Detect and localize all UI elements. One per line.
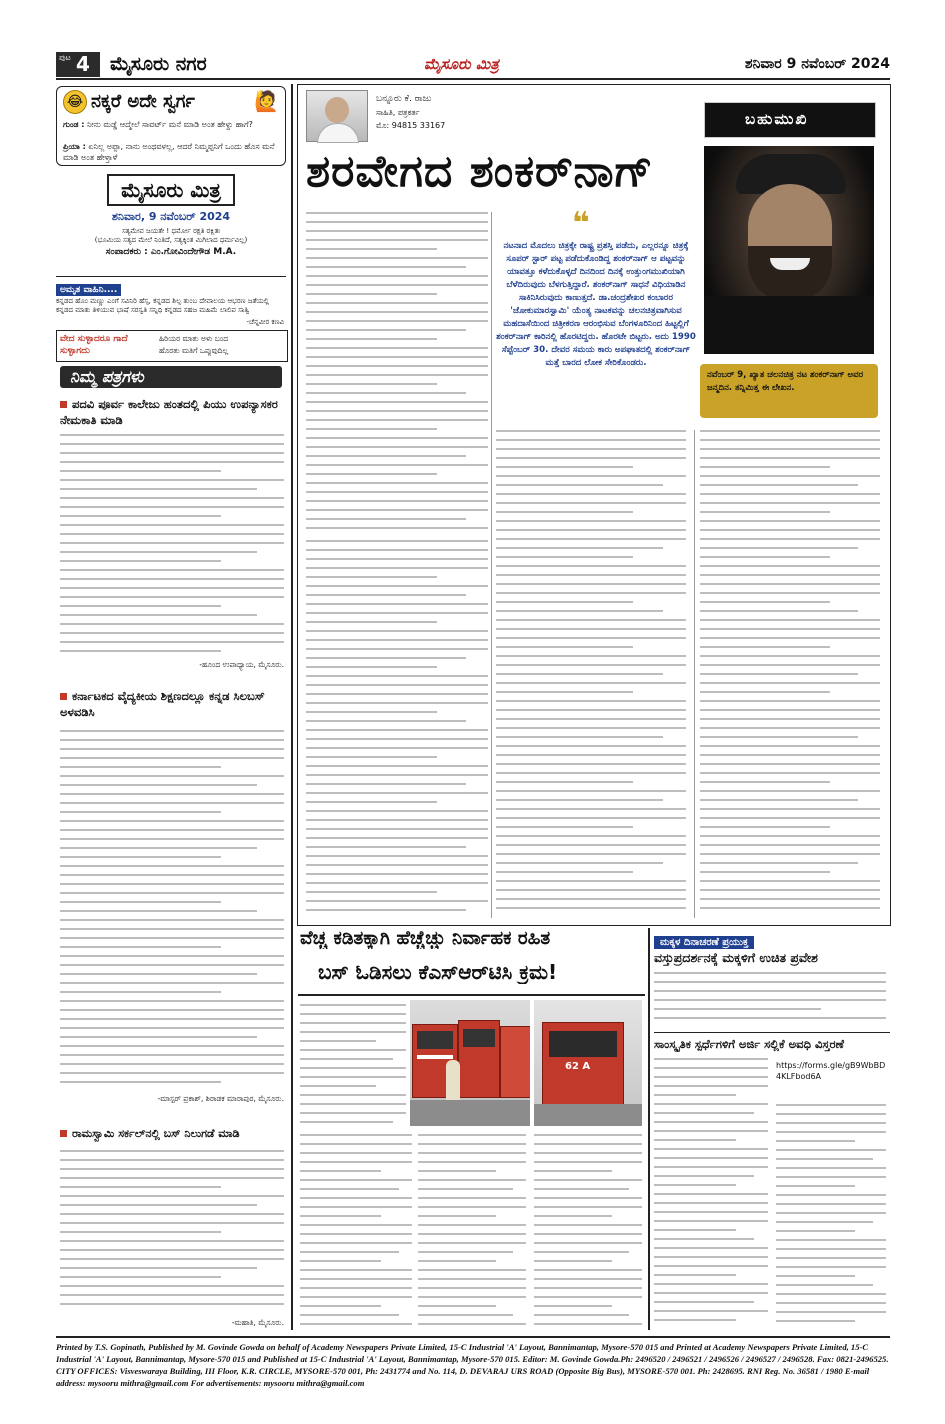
person-shape xyxy=(446,1060,460,1104)
feature-body-col-2 xyxy=(496,430,686,918)
letter-3-title: ರಾಮಸ್ವಾಮಿ ಸರ್ಕಲ್‌ನಲ್ಲಿ ಬಸ್ ನಿಲುಗಡೆ ಮಾಡಿ xyxy=(60,1126,284,1141)
bus-shape-4 xyxy=(542,1022,624,1106)
section-title: ಮೈಸೂರು ನಗರ xyxy=(110,53,207,75)
feature-body-col-1 xyxy=(306,212,488,532)
feature-body-col-1-cont xyxy=(306,540,488,918)
bus-shape-3 xyxy=(500,1026,530,1098)
author-name: ಬನ್ನೂರು ಕೆ. ರಾಜು xyxy=(376,94,432,104)
mitra-masthead-box xyxy=(56,172,286,272)
letter-3-signature: -ಮಹಾತಿ, ಮೈಸೂರು. xyxy=(231,1318,284,1327)
proverb-right-1: ಹಿರಿಯರ ಮಾತು ಅಳು ಬಂದ xyxy=(159,334,229,343)
imprint-footer: Printed by T.S. Gopinath, Published by M. Govinde Gowda on behalf of Academy Newspapers Private Limited, 15-C Industrial 'A' Layout, Bannimantap, Mysore-570 015 and Printed at Academy Newspapers Private Limited, 15-C Industrial 'A' Layout, Bannimantap, Mysore-570 015 and Published at 15-C Industrial 'A' Layout, Bannimantap, Mysore-570 015. Editor: M. Govinde Gowda.Ph: 2496520 / 2496521 / 2496526 / 2496527 / 2496528. Fax: 0821-2496525. CITY OFFICES: Visveswaraya Building, III Floor, K.R. CIRCLE, MYSORE-570 001, Ph: 2431774 and No. 114, D. DEVARAJ URS ROAD (Opposite Big Bus), MYSORE-570 001. Ph: 2428695. RNI Reg. No. 36581 / 1980 E-mail address: mysooru mithra@gmail.com For advertisements: mysooru mithra@gmail.com xyxy=(56,1336,890,1400)
cartoon-figure-icon: 🙋 xyxy=(254,89,279,113)
feature-col-divider-2 xyxy=(694,430,695,918)
pull-quote: ನಟನಾದ ಮೊದಲು ಚಿತ್ರಕ್ಕೇ ರಾಷ್ಟ್ರ ಪ್ರಶಸ್ತಿ ಪಡೆದು, ಎಲ್ಲರನ್ನೂ ಚಿತ್ರಕ್ಕೆ ಸೂಪರ್ ಸ್ಟಾರ್ ಪಟ್ಟ ಪಡೆದುಕೊಂಡಿದ್ದ ಶಂಕರ್‌ನಾಗ್ ಆ ಪಟ್ಟವನ್ನು ಯಾವತ್ತೂ ಕಳೆದುಕೊಳ್ಳದೆ ದಿನದಿಂದ ದಿನಕ್ಕೆ ಉತ್ತುಂಗಮುಖಿಯಾಗಿ ಬೆಳೆದಿರುವುದು ಬೆಳಗುತ್ತಿದ್ದಾರೆ. ಶಂಕರ್‌ನಾಗ್ ಸಾಧನೆ ವಿಧಿಯಾಡಿನ ಸಾಕಿನಿಸಿರುವುದು ಕಾಣುತ್ತದೆ. ಡಾ.ಚಂದ್ರಶೇಖರ ಕಂಬಾರರ 'ಜೋಕುಮಾರಸ್ವಾಮಿ' ಯೆಂತ್ಯ ನಾಟಕವನ್ನು ಚಲನಚಿತ್ರವಾಗಿಸುವ ಮಹದಾಸೆಯಿಂದ ಚಿತ್ರೀಕರಣ ಆರಂಭಿಸುವ ಬೆಂಗಳೂರಿನಿಂದ ಹಿಟ್ಟಲ್ಲಿಗೆ ಶಂಕರ್‌ನಾಗ್ ಕಾರಿನಲ್ಲಿ ಹೊರಟಿದ್ದರು. ಹೊರಟೇ ಬಿಟ್ಟರು. ಅದು 1990 ಸೆಪ್ಟೆಂಬರ್ 30. ದೇವರ ಸಮಯ ಕಾರು ಅಪಘಾತದಲ್ಲಿ ಶಂಕರ್‌ನಾಗ್ ಮತ್ತೆ ಬಾರದ ಲೋಕ ಸೇರಿಕೊಂಡರು. xyxy=(496,241,696,368)
amrutha-author: -ಚೆನ್ನವೀರ ಕಣವಿ xyxy=(246,318,284,326)
author-phone: ಮೊ: 94815 33167 xyxy=(376,121,446,130)
proverb-right-2: ಹೊರತು ಮತಿಗೆ ಒಪ್ಪುವುದಿಲ್ಲ xyxy=(159,346,229,355)
bullet-square-icon xyxy=(60,1130,67,1137)
mitra-editor: ಸಂಪಾದಕರು : ಎಂ.ಗೋವಿಂದೇಗೌಡ M.A. xyxy=(105,247,237,257)
bus-photo-2 xyxy=(534,1000,642,1126)
letter-1-body xyxy=(60,434,284,659)
mitra-motto-2: (ಭೂಮಿಯ ಸತ್ಯದ ಮೇಲೆ ನಿಂತಿದೆ, ಸತ್ಯಕ್ಕಿಂತ ಮಿಗಿಲಾದ ಧರ್ಮವಿಲ್ಲ) xyxy=(94,236,248,244)
children-body xyxy=(654,972,886,1028)
photo-caption: ನವೆಂಬರ್ 9, ಖ್ಯಾತ ಚಲನಚಿತ್ರ ನಟ ಶಂಕರ್‌ನಾಗ್ ಅವರ ಜನ್ಮದಿನ. ತನ್ನಿಮಿತ್ತ ಈ ಲೇಖನ. xyxy=(700,364,878,418)
children-kicker: ಮಕ್ಕಳ ದಿನಾಚರಣೆ ಪ್ರಯುಕ್ತ xyxy=(654,930,886,946)
smile-shape xyxy=(770,258,810,270)
bus-headline-1: ವೆಚ್ಚ ಕಡಿತಕ್ಕಾಗಿ ಹೆಚ್ಚೆಚ್ಚು ನಿರ್ವಾಹಕ ರಹಿತ xyxy=(300,928,551,949)
masthead-logo: ಮೈಸೂರು ಮಿತ್ರ xyxy=(424,55,499,73)
letter-1-title: ಪದವಿ ಪೂರ್ವ ಕಾಲೇಜು ಹಂತದಲ್ಲಿ ಪಿಯು ಉಪನ್ಯಾಸಕರ ನೇಮಕಾತಿ ಮಾಡಿ xyxy=(60,397,278,427)
humor-question: ಗುಂಡ : ನೀನು ಮಡ್ಡೆ ಆದ್ಮೇಲೆ ಸಾವರ್ಟ್ ಮನೆ ಮಾಡಿ ಅಂತ ಹೇಳ್ದು ಹಾಗೆ? xyxy=(63,120,253,129)
humor-box xyxy=(56,86,286,166)
bus-shape-2 xyxy=(458,1020,500,1098)
pull-quote-mark: ❝ xyxy=(572,206,590,241)
beard-shape xyxy=(748,246,832,302)
bullet-square-icon xyxy=(60,693,67,700)
bus-headline-rule xyxy=(298,994,645,996)
amrutha-box xyxy=(56,276,286,327)
bus-body-main xyxy=(300,1134,412,1334)
proverb-box xyxy=(56,330,288,362)
author-role: ಸಾಹಿತಿ, ಪತ್ರಕರ್ತ xyxy=(376,108,420,117)
letter-3-body xyxy=(60,1150,284,1316)
proverb-left: ವೇದ ಸುಳ್ಳಾದರೂ ಗಾದೆ ಸುಳ್ಳಾಗದು xyxy=(60,334,128,356)
mitra-logo: ಮೈಸೂರು ಮಿತ್ರ xyxy=(107,174,235,206)
children-headline: ವಸ್ತುಪ್ರದರ್ಶನಕ್ಕೆ ಮಕ್ಕಳಿಗೆ ಉಚಿತ ಪ್ರವೇಶ xyxy=(654,950,818,965)
letter-2-title: ಕರ್ನಾಟಕದ ವೈದ್ಯಕೀಯ ಶಿಕ್ಷಣದಲ್ಲೂ ಕನ್ನಡ ಸಿಲಬಸ್ ಅಳವಡಿಸಿ xyxy=(60,689,265,719)
letters-banner xyxy=(60,366,282,388)
page-header xyxy=(56,52,890,80)
page-number-badge xyxy=(56,52,100,77)
bahumukhi-label: ಬಹುಮುಖಿ xyxy=(704,102,876,138)
page-label: ಪುಟ xyxy=(59,53,71,62)
letter-2-signature: -ಮಾಸ್ಟರ್ ಪ್ರಕಾಶ್, ಶಿರಾಡಕ ಮಾರಾಪುರ, ಮೈಸೂರು. xyxy=(157,1094,284,1103)
letter-2-body xyxy=(60,730,284,1090)
amrutha-title: ಅಮೃತ ವಾಹಿನಿ.... xyxy=(56,284,121,296)
bus-route-number: 62 A xyxy=(565,1061,591,1072)
laughing-face-icon: 😂 xyxy=(63,90,87,114)
letter-1-signature: -ಹೂಂದ ಉಪಾಧ್ಯಾಯ, ಮೈಸೂರು. xyxy=(199,660,284,669)
column-divider xyxy=(291,84,293,1330)
bus-right-divider xyxy=(648,928,650,1330)
person-icon xyxy=(325,97,349,123)
bus-headline-2: ಬಸ್ ಓಡಿಸಲು ಕೆಎಸ್‌ಆರ್‌ಟಿಸಿ ಕ್ರಮ! xyxy=(318,960,558,984)
cultural-form-url[interactable]: https://forms.gle/gB9WbBD4KLFbod6A xyxy=(776,1061,886,1081)
feature-title: ಶರವೇಗದ ಶಂಕರ್‌ನಾಗ್ xyxy=(306,146,654,197)
bullet-square-icon xyxy=(60,401,67,408)
page-number: 4 xyxy=(76,52,90,76)
mitra-motto: ಸತ್ಯಮೇವ ಜಯತೇ ! ಧರ್ಮೋ ರಕ್ಷತಿ ರಕ್ಷಿತಃ xyxy=(121,227,221,235)
header-date: ಶನಿವಾರ 9 ನವೆಂಬರ್ 2024 xyxy=(744,56,890,72)
amrutha-text: ಕನ್ನಡದ ಹೊಂ ಮಣ್ಣು ಎಂಗೆ ಸವಿನಿರಿ ಹೆಸ್ಸ, ಕನ್ನಡದ ಶಿಲ್ಪ ತುಂಬ ದೇವಾಲಯ ಆಭರಣ ಜತೆಯಲ್ಲಿ ಕನ್ನಡದ ಮಾತು ತಿಳಿಯುವ ಭಾಷೆ ಸರಸ್ವತಿ ಸನ್ನಿಧಿ ಕನ್ನಡದ ಸಹಜ ಮಹಿಮೆ ಲಾಲಿಪ ಸಾತ್ವಿ xyxy=(56,297,269,314)
feature-body-col-3 xyxy=(700,430,880,918)
cultural-body-col-1 xyxy=(654,1058,768,1334)
shankar-nag-photo xyxy=(704,146,874,354)
bus-body-col-1 xyxy=(300,1004,406,1124)
feature-col-divider-1 xyxy=(491,212,492,918)
bus-body-col-2 xyxy=(418,1134,526,1334)
humor-title: ನಕ್ಕರೆ ಅದೇ ಸ್ವರ್ಗ xyxy=(91,91,195,112)
author-photo xyxy=(306,90,368,142)
cultural-headline: ಸಾಂಸ್ಕೃತಿಕ ಸ್ಪರ್ಧೆಗಳಿಗೆ ಅರ್ಜಿ ಸಲ್ಲಿಕೆ ಅವಧಿ ವಿಸ್ತರಣೆ xyxy=(654,1032,890,1052)
mitra-date: ಶನಿವಾರ, 9 ನವೆಂಬರ್ 2024 xyxy=(111,210,231,223)
bus-depot-photo xyxy=(410,1000,530,1126)
bus-body-col-3 xyxy=(534,1134,642,1334)
humor-answer: ಪ್ರಿಯಾ : ಏನಿಲ್ಲ ಅಪ್ಪಾ, ನಾನು ಅಂಥವಳಲ್ಲ, ಆದರೆ ನಿಮ್ಮಪ್ಪನಿಗೆ ಒಂದು ಹೊಸ ಮನೆ ಮಾಡಿ ಅಂತ ಹೇಳ್ತಾಳೆ xyxy=(63,142,275,162)
letters-banner-title: ನಿಮ್ಮ ಪತ್ರಗಳು xyxy=(70,367,144,386)
cultural-body-col-2 xyxy=(776,1104,886,1334)
